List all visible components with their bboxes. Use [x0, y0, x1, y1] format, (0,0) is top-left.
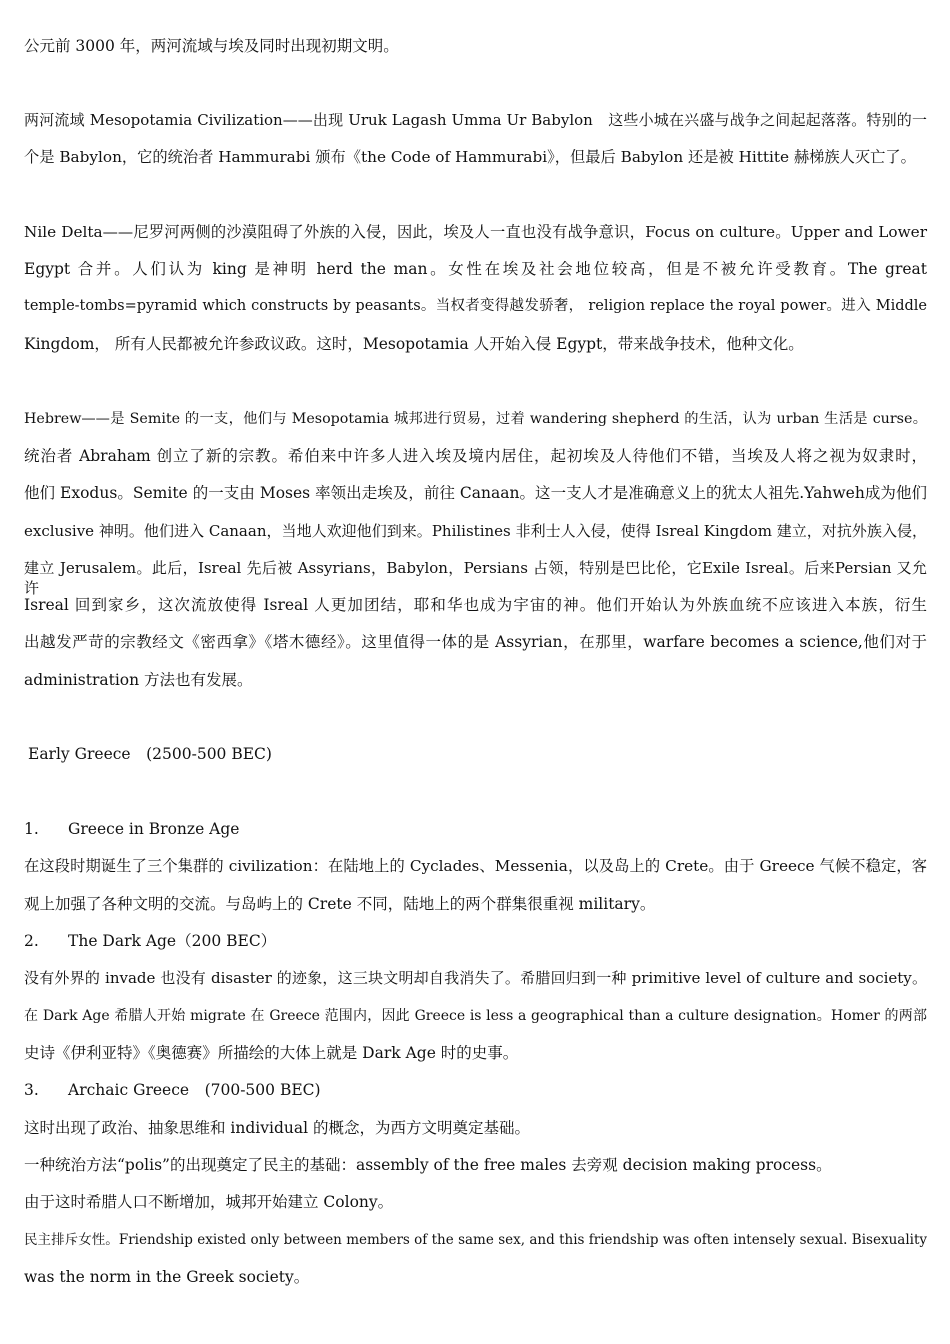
section-number: 2.	[24, 932, 39, 950]
hebrew-line-3: 他们 Exodus。Semite 的一支由 Moses 率领出走埃及，前往 Canaan。这一支人才是准确意义上的犹太人祖先.Yahweh成为他们	[24, 484, 927, 502]
section-number: 3.	[24, 1081, 39, 1099]
hebrew-line-1: Hebrew——是 Semite 的一支，他们与 Mesopotamia 城邦进行贸易，过着 wandering shepherd 的生活，认为 urban 生活是 curse。	[24, 411, 927, 427]
section-title: The Dark Age（200 BEC）	[68, 932, 277, 950]
section-line: 观上加强了各种文明的交流。与岛屿上的 Crete 不同，陆地上的两个群集很重视 military。	[24, 895, 656, 913]
section-title: Greece in Bronze Age	[68, 820, 240, 838]
section-line: 这时出现了政治、抽象思维和 individual 的概念，为西方文明奠定基础。	[24, 1119, 530, 1137]
nile-line-1: Nile Delta——尼罗河两侧的沙漠阻碍了外族的入侵，因此，埃及人一直也没有战争意识，Focus on culture。Upper and Lower	[24, 223, 927, 241]
hebrew-line-8: administration 方法也有发展。	[24, 671, 253, 689]
hebrew-line-7: 出越发严苛的宗教经文《密西拿》《塔木德经》。这里值得一体的是 Assyrian，在那里，warfare becomes a science,他们对于	[24, 633, 927, 651]
nile-line-2: Egypt 合并。人们认为 king 是神明 herd the man。女性在埃及社会地位较高，但是不被允许受教育。The great	[24, 260, 927, 278]
mesopotamia-line-1: 两河流域 Mesopotamia Civilization——出现 Uruk Lagash Umma Ur Babylon 这些小城在兴盛与战争之间起起落落。特别的一	[24, 111, 927, 129]
section-line: 在 Dark Age 希腊人开始 migrate 在 Greece 范围内，因此 Greece is less a geographical than a culture designation。Homer 的两部	[24, 1008, 927, 1024]
section-line: 一种统治方法“polis”的出现奠定了民主的基础：assembly of the free males 去旁观 decision making process。	[24, 1156, 832, 1174]
mesopotamia-line-2: 个是 Babylon，它的统治者 Hammurabi 颁布《the Code of Hammurabi》，但最后 Babylon 还是被 Hittite 赫梯族人灭亡了。	[24, 148, 916, 166]
intro-paragraph: 公元前 3000 年，两河流域与埃及同时出现初期文明。	[24, 37, 399, 55]
section-title: Archaic Greece (700-500 BEC)	[68, 1081, 321, 1099]
section-number: 1.	[24, 820, 39, 838]
section-line: 由于这时希腊人口不断增加，城邦开始建立 Colony。	[24, 1193, 394, 1211]
section-line: 民主排斥女性。Friendship existed only between members of the same sex, and this friendship was often intensely sexual. Bisexuality	[24, 1232, 927, 1248]
section-line: 在这段时期诞生了三个集群的 civilization：在陆地上的 Cyclades、Messenia，以及岛上的 Crete。由于 Greece 气候不稳定，客	[24, 857, 927, 875]
early-greece-heading: Early Greece (2500-500 BEC)	[28, 745, 272, 763]
hebrew-line-6: Isreal 回到家乡，这次流放使得 Isreal 人更加团结，耶和华也成为宇宙的神。他们开始认为外族血统不应该进入本族，衍生	[24, 596, 927, 614]
hebrew-line-2: 统治者 Abraham 创立了新的宗教。希伯来中许多人进入埃及境内居住，起初埃及人待他们不错，当埃及人将之视为奴隶时，	[24, 447, 927, 465]
section-line: 没有外界的 invade 也没有 disaster 的迹象，这三块文明却自我消失了。希腊回归到一种 primitive level of culture and society。	[24, 969, 927, 987]
hebrew-line-5: 建立 Jerusalem。此后，Isreal 先后被 Assyrians，Babylon，Persians 占领，特别是巴比伦，它Exile Isreal。后来Persian 又允许	[24, 559, 927, 597]
hebrew-line-4: exclusive 神明。他们进入 Canaan，当地人欢迎他们到来。Philistines 非利士人入侵，使得 Isreal Kingdom 建立，对抗外族入侵，	[24, 522, 927, 540]
section-line: was the norm in the Greek society。	[24, 1268, 310, 1286]
section-line: 史诗《伊利亚特》《奥德赛》所描绘的大体上就是 Dark Age 时的史事。	[24, 1044, 519, 1062]
nile-line-3: temple-tombs=pyramid which constructs by peasants。当权者变得越发骄奢， religion replace the royal power。进入 Middle	[24, 298, 927, 314]
nile-line-4: Kingdom， 所有人民都被允许参政议政。这时，Mesopotamia 人开始入侵 Egypt，带来战争技术，他种文化。	[24, 335, 804, 353]
